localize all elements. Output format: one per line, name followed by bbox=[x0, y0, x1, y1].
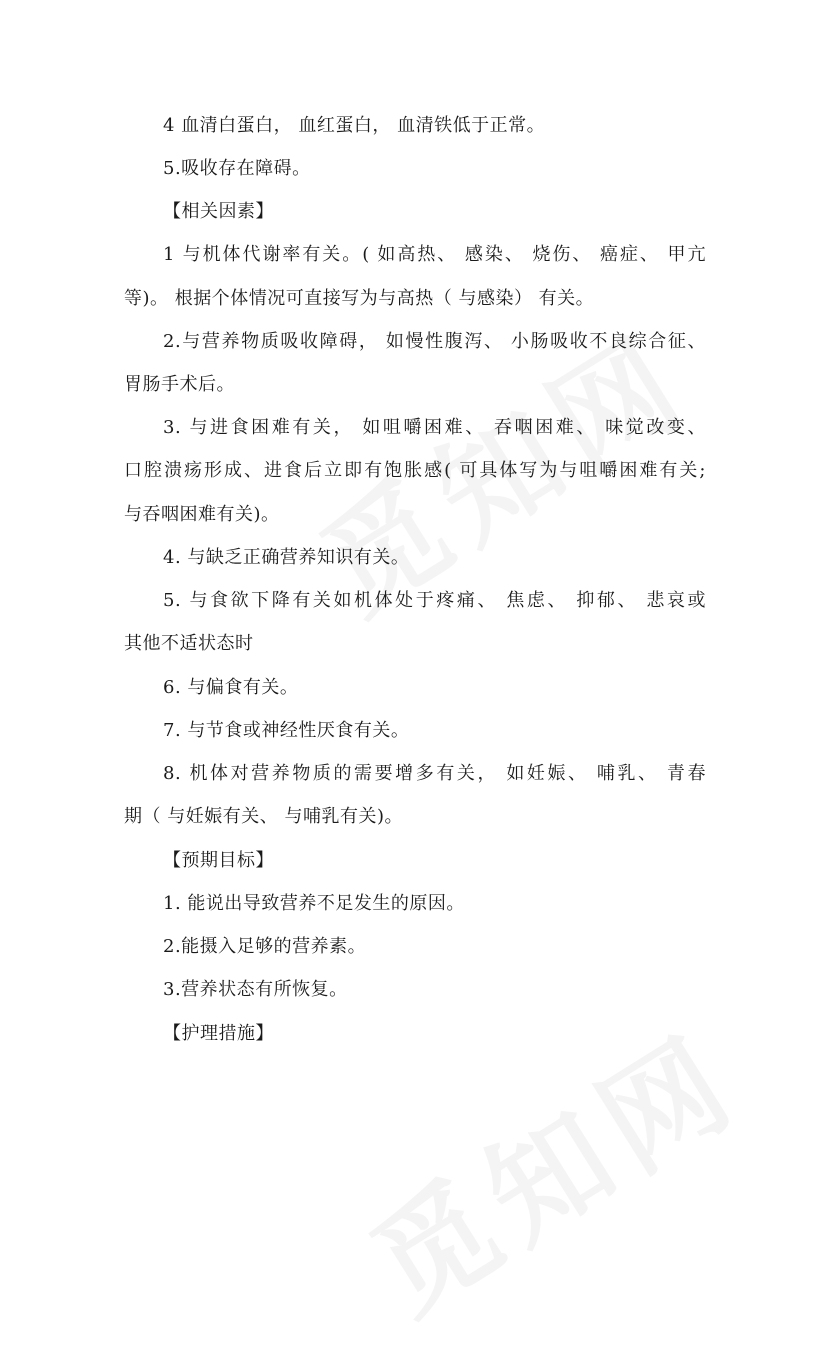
text-line: 口腔溃疡形成、进食后立即有饱胀感( 可具体写为与咀嚼困难有关; bbox=[124, 460, 706, 481]
text-line: 3. 与进食困难有关， 如咀嚼困难、 吞咽困难、 味觉改变、 bbox=[163, 417, 706, 438]
text-line: 3.营养状态有所恢复。 bbox=[163, 979, 348, 1000]
section-heading-nursing-measures: 【护理措施】 bbox=[163, 1023, 274, 1044]
text-line: 5. 与食欲下降有关如机体处于疼痛、 焦虑、 抑郁、 悲哀或 bbox=[163, 590, 706, 611]
text-line: 与吞咽困难有关)。 bbox=[124, 504, 280, 525]
text-line: 8. 机体对营养物质的需要增多有关， 如妊娠、 哺乳、 青春 bbox=[163, 763, 706, 784]
text-line: 2.与营养物质吸收障碍， 如慢性腹泻、 小肠吸收不良综合征、 bbox=[163, 331, 706, 352]
text-line: 5.吸收存在障碍。 bbox=[163, 158, 311, 179]
text-line: 其他不适状态时 bbox=[124, 633, 254, 654]
text-line: 1 与机体代谢率有关。( 如高热、 感染、 烧伤、 癌症、 甲亢 bbox=[163, 244, 706, 265]
text-line: 4. 与缺乏正确营养知识有关。 bbox=[163, 547, 410, 568]
watermark bbox=[335, 987, 767, 1345]
text-line: 2.能摄入足够的营养素。 bbox=[163, 936, 367, 957]
text-line: 等)。 根据个体情况可直接写为与高热（ 与感染） 有关。 bbox=[124, 288, 595, 309]
text-line: 1. 能说出导致营养不足发生的原因。 bbox=[163, 893, 465, 914]
text-line: 4 血清白蛋白， 血红蛋白， 血清铁低于正常。 bbox=[163, 115, 546, 136]
section-heading-expected-goals: 【预期目标】 bbox=[163, 850, 274, 871]
text-line: 期（ 与妊娠有关、 与哺乳有关)。 bbox=[124, 806, 403, 827]
text-line: 胃肠手术后。 bbox=[124, 374, 235, 395]
text-line: 7. 与节食或神经性厌食有关。 bbox=[163, 720, 410, 741]
section-heading-related-factors: 【相关因素】 bbox=[163, 201, 274, 222]
text-line: 6. 与偏食有关。 bbox=[163, 677, 299, 698]
